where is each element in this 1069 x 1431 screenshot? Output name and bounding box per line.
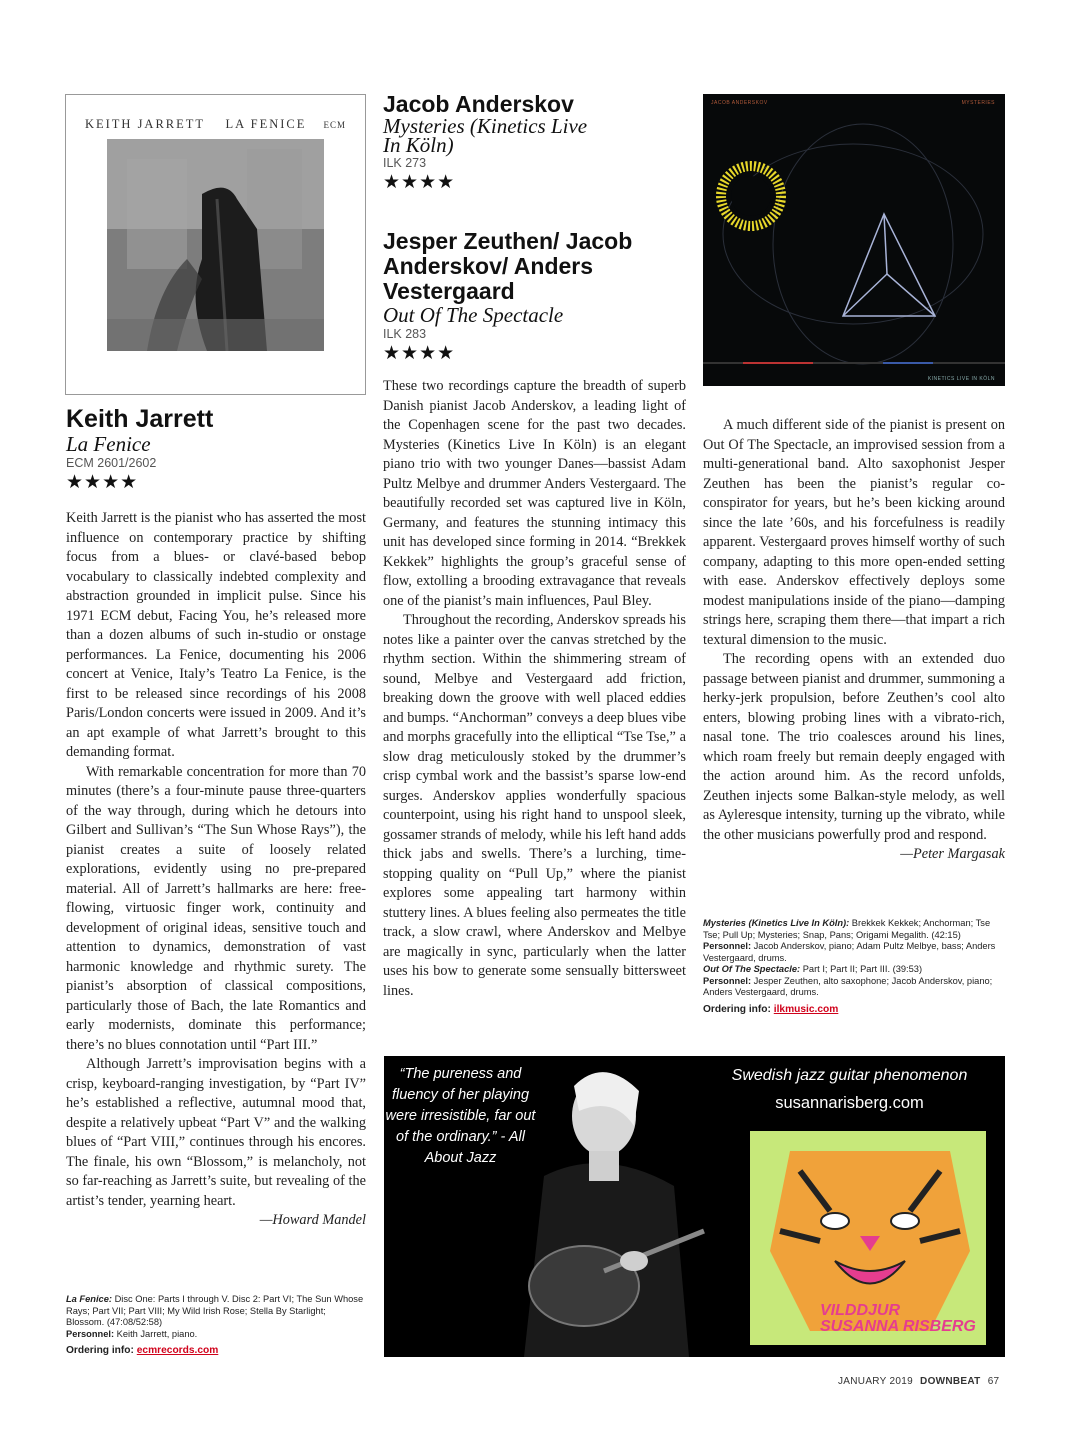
personnel-label: Personnel: xyxy=(703,941,752,951)
star-rating: ★★★★ xyxy=(66,471,139,493)
gondola-photo xyxy=(107,139,324,351)
advertisement-susanna-risberg[interactable] xyxy=(384,1056,1005,1357)
credits-tracks: Part I; Part II; Part III. (39:53) xyxy=(802,964,923,974)
credits-tracks: Brekkek Kekkek; Anchorman; Tse Tse; Pull Up; Mysteries; Snap, Pans; Origami Megalith. (42:15) xyxy=(703,918,991,940)
catalog-number: ILK 273 xyxy=(383,156,427,170)
reviewer-signature: —Howard Mandel xyxy=(259,1212,366,1228)
cover-title: MYSTERIES xyxy=(961,100,995,106)
credits-jarrett xyxy=(66,1294,366,1357)
ordering-label: Ordering info: xyxy=(703,1003,771,1015)
ad-album-title xyxy=(820,1303,976,1335)
album-title: La Fenice xyxy=(66,432,151,456)
ad-tagline: Swedish jazz guitar phenomenon xyxy=(731,1067,968,1084)
review-header-spectacle xyxy=(383,229,643,364)
cover-title xyxy=(66,117,365,132)
album-cover-vilddjur xyxy=(750,1131,986,1345)
album-title: Mysteries (Kinetics Live In Köln) xyxy=(383,114,588,157)
star-rating: ★★★★ xyxy=(383,171,456,193)
personnel-label: Personnel: xyxy=(66,1328,115,1339)
album-cover-la-fenice xyxy=(65,94,366,395)
review-body-anderskov-col1 xyxy=(383,377,686,1037)
cover-artist: JACOB ANDERSKOV xyxy=(711,100,768,106)
star-rating: ★★★★ xyxy=(383,342,456,364)
credits-album-label: La Fenice: xyxy=(66,1294,112,1304)
guitarist-photo xyxy=(504,1056,734,1357)
cover-album: LA FENICE xyxy=(225,117,307,131)
personnel-label: Personnel: xyxy=(703,975,752,986)
credits-album-label: Out Of The Spectacle: xyxy=(703,964,801,974)
artist-name: Jacob Anderskov xyxy=(383,91,574,117)
ordering-label: Ordering info: xyxy=(66,1345,134,1356)
paragraph: Throughout the recording, Anderskov spreads his notes like a painter over the canvas stretched by the rhythm section. Within the shimmering stream of sound, Melbye and Vestergaard add friction, breaking down the groove with well placed eddies and bumps. “Anchorman” conveys a deep blues vibe and morphs gracefully into the elliptical “Tse Tse,” a slow drag meticulously stoked by the drummer’s crisp cymbal work and the bassist’s sparse low-end surges. Anderskov applies wonderfully spacious counterpoint, using his right hand to unspool sleek, gossamer strands of melody, while his left hand adds thick jabs and swells. There’s a lurching, time-stopping quality on “Pull Up,” where the pianist explores some appealing tart harmony within stuttery lines. A blues feeling also permeates the title track, a slow crawl, where Anderskov and Melbye are magically in sync, particularly when the latter uses his bow to generate some sensually bittersweet lines. xyxy=(383,612,686,999)
cover-label: ECM xyxy=(323,120,347,130)
album-title-text: VILDDJUR xyxy=(820,1302,901,1319)
cover-artwork xyxy=(703,94,1005,386)
credits-tracks: Disc One: Parts I through V. Disc 2: Part VI; The Sun Whose Rays; Part VII; Part VIII; My Wild Irish Rose; Stella By Starlight; Blossom. (47:08/52:58) xyxy=(66,1294,364,1327)
issue-date: JANUARY 2019 xyxy=(838,1376,913,1387)
paragraph: Although Jarrett’s improvisation begins with a crisp, keyboard-ranging investigation, by “Part IV” he’s established a reflective, autumnal mood that, despite a relatively upbeat “Part V” and the walking blues of “Part VIII,” continues through his encores. The finale, his own “Blossom,” is melancholy, not so far-reaching as Jarrett’s suite, but revealing of the artist’s tender, yearning heart. xyxy=(66,1056,366,1209)
personnel: Jesper Zeuthen, alto saxophone; Jacob Anderskov, piano; Anders Vestergaard, drums. xyxy=(703,975,993,997)
page-number: 67 xyxy=(987,1376,1000,1387)
ordering-link[interactable]: ilkmusic.com xyxy=(773,1003,839,1015)
ad-website[interactable]: susannarisberg.com xyxy=(775,1094,924,1112)
catalog-number: ILK 283 xyxy=(383,327,427,341)
ad-quote: “The pureness and fluency of her playing were irresistible, far out of the ordinary.” - All About Jazz xyxy=(385,1066,536,1166)
review-body-jarrett xyxy=(66,509,366,1231)
credits-anderskov xyxy=(703,918,1005,1015)
album-artist-text: SUSANNA RISBERG xyxy=(820,1318,976,1335)
reviewer-signature: —Peter Margasak xyxy=(900,846,1005,862)
catalog-number: ECM 2601/2602 xyxy=(66,456,157,470)
ordering-link[interactable]: ecmrecords.com xyxy=(136,1345,219,1356)
page-footer xyxy=(838,1376,999,1387)
paragraph: Keith Jarrett is the pianist who has asserted the most influence on contemporary practice by shifting focus from a blues- or clavé-based bebop vocabulary to classically indebted complexity and abstraction grounded in implicit pulse. Since his 1971 ECM debut, Facing You, he’s released more than a dozen albums of such in-studio or onstage performances. La Fenice, documenting his 2006 concert at Venice, Italy’s Teatro La Fenice, is the first to be released since recordings of his 2008 Paris/London concerts were issued in 2009. And it’s an apt example of what Jarrett’s brought to this demanding format. xyxy=(66,510,366,760)
artist-name: Jesper Zeuthen/ Jacob Anderskov/ Anders Vestergaard xyxy=(383,228,633,304)
paragraph: These two recordings capture the breadth of superb Danish pianist Jacob Anderskov, a leading light of the Copenhagen scene for the past two decades. Mysteries (Kinetics Live In Köln) is an elegant piano trio with two younger Danes—bassist Adam Pultz Melbye and drummer Anders Vestergaard. The beautifully recorded set was captured live in Köln, Germany, and features the stunning intimacy this unit has developed since forming in 2014. “Brekkek Kekkek” highlights the group’s graceful sense of flow, extolling a brooding extravagance that reveals one of the pianist’s main influences, Paul Bley. xyxy=(383,378,686,609)
review-header-mysteries xyxy=(383,92,693,193)
review-body-anderskov-col2 xyxy=(703,416,1005,865)
paragraph: With remarkable concentration for more than 70 minutes (there’s a four-minute pause three-quarters of the way through, during which he detours into Gilbert and Sullivan’s “The Sun Whose Rays”), the pianist creates a suite of loosely related explorations, evidently using no pre-prepared material. All of Jarrett’s hallmarks are here: free-flowing, virtuosic finger work, continuity and development of original ideas, sensitive touch and attention to dynamics, demonstration of vast harmonic knowledge and rhythmic surety. The pianist’s absorption of classical compositions, particularly those of Bach, the late Romantics and early modernists, dominate this performance; there’s no blues connotation until “Part III.” xyxy=(66,763,366,1053)
artist-name: Keith Jarrett xyxy=(66,405,214,433)
personnel: Keith Jarrett, piano. xyxy=(116,1328,198,1339)
credits-album-label: Mysteries (Kinetics Live In Köln): xyxy=(703,918,850,928)
magazine-name: DOWNBEAT xyxy=(920,1376,981,1387)
personnel: Jacob Anderskov, piano; Adam Pultz Melbye, bass; Anders Vestergaard, drums. xyxy=(703,941,996,963)
paragraph: A much different side of the pianist is present on Out Of The Spectacle, an improvised session from a multi-generational band. Alto saxophonist Jesper Zeuthen has been the pianist’s regular co-conspirator for years, but he’s been kicking around since the late ’60s, and his forcefulness is readily apparent. Vestergaard proves himself worthy of such company, adapting to this more open-ended setting with ease. Anderskov effectively deploys some modest manipulations inside of the piano—damping strings here, scraping them there—that impart a rich textural dimension to the music. xyxy=(703,417,1005,648)
album-title: Out Of The Spectacle xyxy=(383,303,564,327)
paragraph: The recording opens with an extended duo passage between pianist and drummer, summoning a herky-jerk propulsion, before Zeuthen’s cool alto enters, blowing probing lines with a vibrato-rich, nasal tone. The trio coalesces around his lines, which roam freely but remain deeply engaged with the action around him. As the record unfolds, Zeuthen injects some Balkan-style melody, as well as Ayleresque intensity, turning up the vibrato, while the other musicians powerfully prod and respond. xyxy=(703,651,1005,843)
review-header-jarrett xyxy=(66,405,366,493)
cover-subtitle: KINETICS LIVE IN KÖLN xyxy=(927,376,995,382)
cover-artist: KEITH JARRETT xyxy=(84,117,206,131)
album-cover-mysteries xyxy=(703,94,1005,386)
